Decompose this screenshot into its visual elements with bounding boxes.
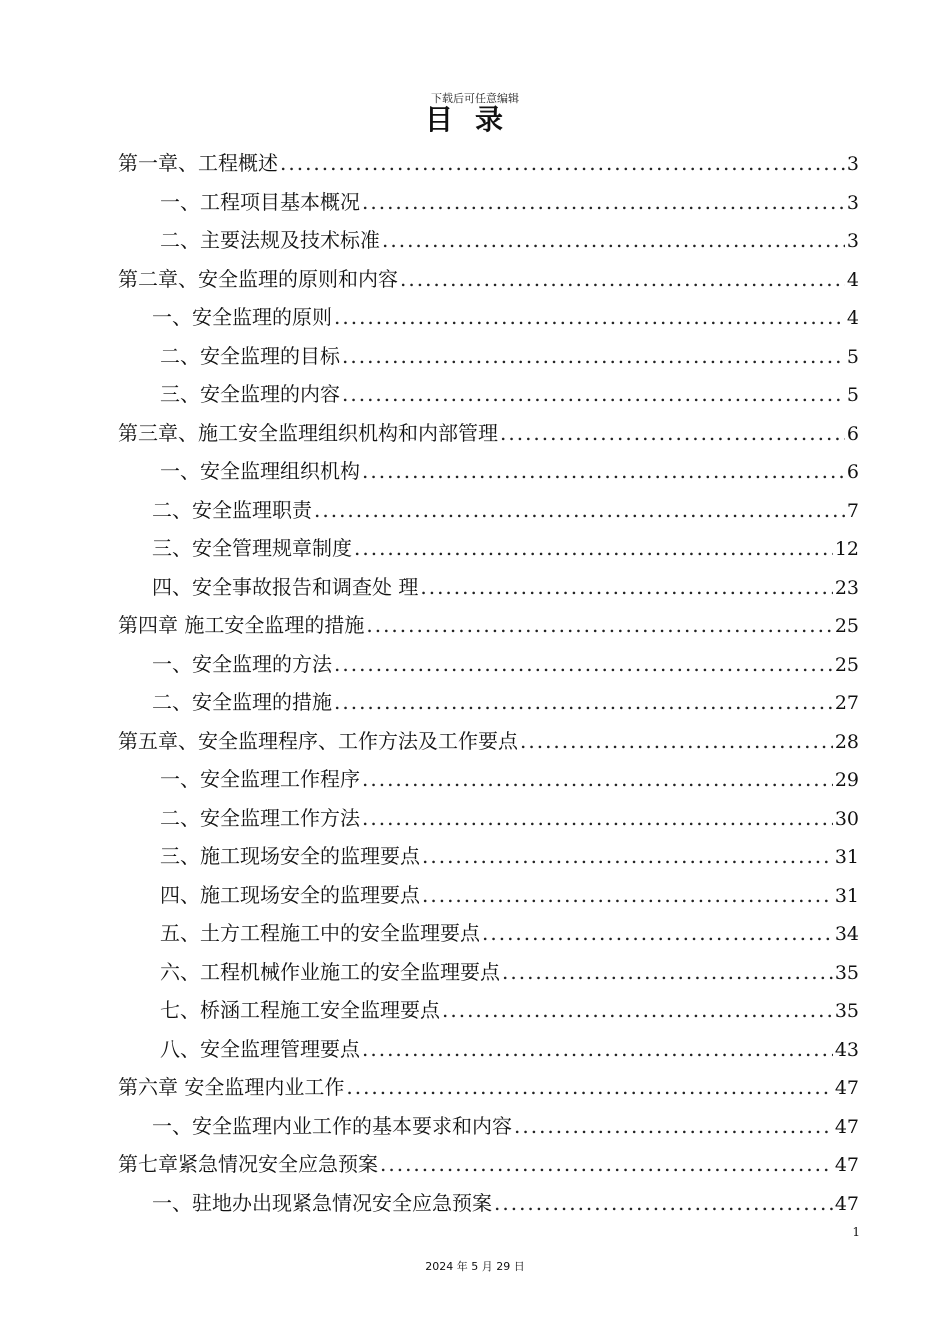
toc-entry[interactable] <box>118 837 859 876</box>
toc-entry-page: 7 <box>846 499 859 522</box>
toc-entry-page: 5 <box>846 345 859 368</box>
toc-entry[interactable] <box>118 1184 859 1223</box>
toc-leader-dots <box>362 760 833 799</box>
toc-entry-page: 3 <box>846 230 859 252</box>
toc-entry[interactable] <box>118 876 859 915</box>
toc-leader-dots <box>280 144 845 183</box>
toc-entry-page: 6 <box>846 422 859 445</box>
toc-entry-page: 30 <box>834 807 859 830</box>
toc-entry-page: 47 <box>834 1077 859 1099</box>
toc-leader-dots <box>362 799 833 838</box>
toc-entry-page: 47 <box>834 1154 859 1176</box>
toc-leader-dots <box>422 837 833 876</box>
toc-entry[interactable] <box>118 953 859 992</box>
toc-entry-page: 25 <box>834 615 859 637</box>
toc-entry-label: 七、桥涵工程施工安全监理要点 <box>160 998 440 1022</box>
toc-leader-dots <box>520 722 833 761</box>
toc-entry-page: 3 <box>846 191 859 214</box>
toc-leader-dots <box>366 606 832 645</box>
toc-entry[interactable] <box>118 722 859 761</box>
toc-leader-dots <box>502 953 833 992</box>
toc-entry-label: 二、安全监理的措施 <box>152 690 332 714</box>
toc-entry-page: 31 <box>834 884 859 907</box>
toc-entry-label: 一、工程项目基本概况 <box>160 189 360 214</box>
toc-entry-label: 三、安全监理的内容 <box>160 382 340 406</box>
toc-entry-label: 第七章紧急情况安全应急预案 <box>118 1152 378 1176</box>
toc-entry-page: 47 <box>834 1115 859 1138</box>
toc-entry-label: 二、安全监理职责 <box>152 497 312 522</box>
toc-entry-page: 34 <box>834 923 859 945</box>
toc-entry-label: 四、安全事故报告和调查处 理 <box>152 574 419 599</box>
toc-entry-page: 35 <box>834 1000 859 1022</box>
header-note: 下载后可任意编辑 <box>431 92 519 105</box>
toc-leader-dots <box>346 1068 832 1107</box>
toc-entry[interactable] <box>118 1145 859 1184</box>
toc-leader-dots <box>342 375 845 414</box>
toc-entry-page: 31 <box>834 846 859 868</box>
toc-leader-dots <box>362 183 845 222</box>
toc-entry-label: 四、施工现场安全的监理要点 <box>160 882 420 907</box>
page-title: 目录 <box>424 103 525 136</box>
toc-entry-label: 二、安全监理的目标 <box>160 343 340 368</box>
toc-entry-page: 4 <box>846 268 859 291</box>
toc-entry[interactable] <box>118 568 859 607</box>
toc-entry-label: 第四章 施工安全监理的措施 <box>118 613 365 637</box>
toc-entry-label: 二、主要法规及技术标准 <box>160 228 380 252</box>
toc-entry[interactable] <box>118 991 859 1030</box>
toc-entry[interactable] <box>118 760 859 799</box>
toc-entry[interactable] <box>118 337 859 376</box>
toc-entry-label: 第二章、安全监理的原则和内容 <box>118 266 398 291</box>
toc-leader-dots <box>442 991 833 1030</box>
toc-entry[interactable] <box>118 298 859 337</box>
toc-leader-dots <box>514 1107 833 1146</box>
toc-entry-page: 5 <box>846 384 859 406</box>
toc-leader-dots <box>380 1145 833 1184</box>
toc-entry-label: 三、施工现场安全的监理要点 <box>160 844 420 868</box>
toc-entry-label: 一、安全监理组织机构 <box>160 459 360 483</box>
toc-entry-label: 第五章、安全监理程序、工作方法及工作要点 <box>118 728 518 753</box>
toc-entry-page: 23 <box>834 576 859 599</box>
toc-entry[interactable] <box>118 1068 859 1107</box>
toc-entry[interactable] <box>118 260 859 299</box>
toc-entry[interactable] <box>118 1107 859 1146</box>
toc-leader-dots <box>362 452 845 491</box>
toc-entry-label: 一、安全监理的方法 <box>152 651 332 676</box>
toc-leader-dots <box>500 414 845 453</box>
toc-entry[interactable] <box>118 144 859 183</box>
toc-entry[interactable] <box>118 914 859 953</box>
toc-entry-label: 第三章、施工安全监理组织机构和内部管理 <box>118 420 498 445</box>
toc-entry[interactable] <box>118 414 859 453</box>
toc-leader-dots <box>334 683 833 722</box>
toc-leader-dots <box>334 645 833 684</box>
toc-entry[interactable] <box>118 683 859 722</box>
toc-leader-dots <box>354 529 833 568</box>
toc-entry[interactable] <box>118 799 859 838</box>
toc-entry[interactable] <box>118 1030 859 1069</box>
toc-entry[interactable] <box>118 221 859 260</box>
toc-leader-dots <box>420 568 832 607</box>
toc-leader-dots <box>482 914 833 953</box>
toc-entry-page: 35 <box>834 961 859 984</box>
toc-entry-label: 第六章 安全监理内业工作 <box>118 1075 345 1099</box>
toc-entry-label: 三、安全管理规章制度 <box>152 536 352 560</box>
toc-entry-page: 25 <box>834 653 859 676</box>
toc-entry-page: 27 <box>834 692 859 714</box>
toc-entry[interactable] <box>118 645 859 684</box>
toc-entry-label: 二、安全监理工作方法 <box>160 805 360 830</box>
toc-entry-page: 12 <box>834 538 859 560</box>
toc-entry-page: 47 <box>834 1192 859 1215</box>
toc-entry-label: 五、土方工程施工中的安全监理要点 <box>160 921 480 945</box>
toc-leader-dots <box>400 260 845 299</box>
footer-date: 2024 年 5 月 29 日 <box>425 1260 525 1273</box>
toc-leader-dots <box>342 337 845 376</box>
page-number: 1 <box>852 1225 860 1239</box>
toc-entry[interactable] <box>118 491 859 530</box>
toc-entry[interactable] <box>118 452 859 491</box>
toc-leader-dots <box>314 491 845 530</box>
table-of-contents <box>118 144 859 1222</box>
toc-leader-dots <box>422 876 833 915</box>
toc-entry-page: 3 <box>846 153 859 175</box>
toc-leader-dots <box>334 298 845 337</box>
toc-entry-label: 八、安全监理管理要点 <box>160 1036 360 1061</box>
toc-entry-label: 一、安全监理的原则 <box>152 305 332 329</box>
toc-entry-label: 一、驻地办出现紧急情况安全应急预案 <box>152 1190 492 1215</box>
toc-entry-page: 4 <box>846 307 859 329</box>
toc-entry-label: 六、工程机械作业施工的安全监理要点 <box>160 959 500 984</box>
toc-entry-page: 43 <box>834 1038 859 1061</box>
toc-entry-page: 28 <box>834 730 859 753</box>
toc-entry[interactable] <box>118 529 859 568</box>
toc-entry-page: 29 <box>834 769 859 791</box>
toc-leader-dots <box>494 1184 833 1223</box>
toc-entry[interactable] <box>118 375 859 414</box>
toc-entry-label: 第一章、工程概述 <box>118 151 278 175</box>
toc-entry-label: 一、安全监理内业工作的基本要求和内容 <box>152 1113 512 1138</box>
toc-entry-page: 6 <box>846 461 859 483</box>
toc-entry-label: 一、安全监理工作程序 <box>160 767 360 791</box>
toc-entry[interactable] <box>118 606 859 645</box>
toc-leader-dots <box>362 1030 833 1069</box>
toc-entry[interactable] <box>118 183 859 222</box>
toc-leader-dots <box>382 221 845 260</box>
